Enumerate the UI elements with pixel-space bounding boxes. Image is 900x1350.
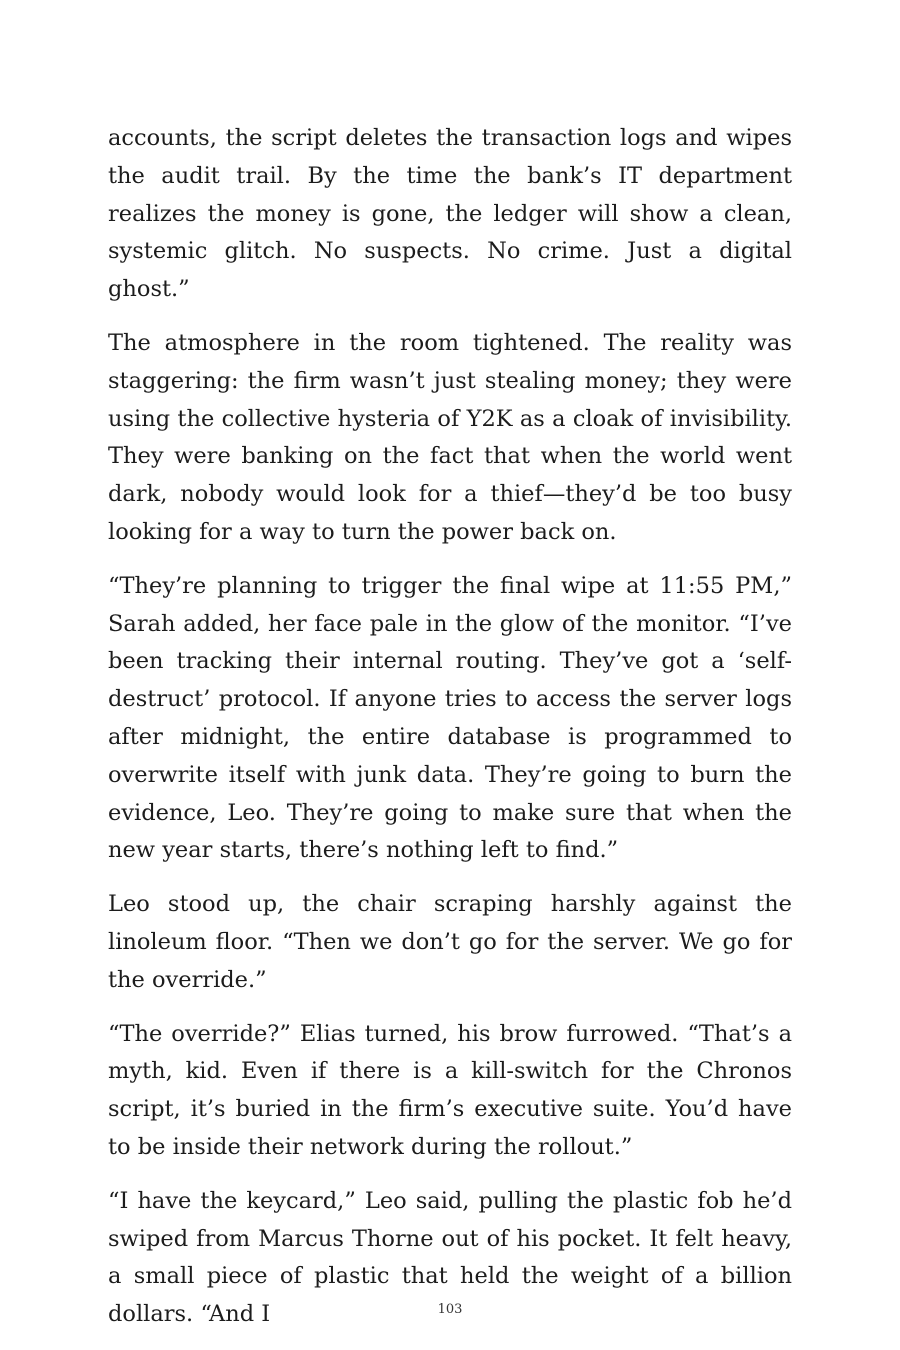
page-number: 103 [437,1302,463,1317]
paragraph: The atmosphere in the room tightened. The reality was staggering: the firm wasn’t just stealing money; they were using the collective hysteria of Y2K as a cloak of invisibility. They were banking on the fact that when the world went dark, nobody would look for a thief—they’d be too busy looking for a way to turn the power back on. [108,329,792,545]
paragraph: “The override?” Elias turned, his brow furrowed. “That’s a myth, kid. Even if there is a kill-switch for the Chronos script, it’s buried in the firm’s executive suite. You’d have to be inside their network during the rollout.” [108,1020,792,1160]
paragraph: “They’re planning to trigger the final wipe at 11:55 PM,” Sarah added, her face pale in the glow of the monitor. “I’ve been tracking their internal routing. They’ve got a ‘self-destruct’ protocol. If anyone tries to access the server logs after midnight, the entire database is programmed to overwrite itself with junk data. They’re going to burn the evidence, Leo. They’re going to make sure that when the new year starts, there’s nothing left to find.” [108,572,792,864]
paragraph: accounts, the script deletes the transaction logs and wipes the audit trail. By the time the bank’s IT department realizes the money is gone, the ledger will show a clean, systemic glitch. No suspects. No crime. Just a digital ghost.” [108,125,792,303]
paragraph: “I have the keycard,” Leo said, pulling the plastic fob he’d swiped from Marcus Thorne out of his pocket. It felt heavy, a small piece of plastic that held the weight of a billion dollars. “And I [108,1187,792,1328]
body-text [108,120,792,1350]
paragraph: Leo stood up, the chair scraping harshly against the linoleum floor. “Then we don’t go for the server. We go for the override.” [108,891,792,993]
